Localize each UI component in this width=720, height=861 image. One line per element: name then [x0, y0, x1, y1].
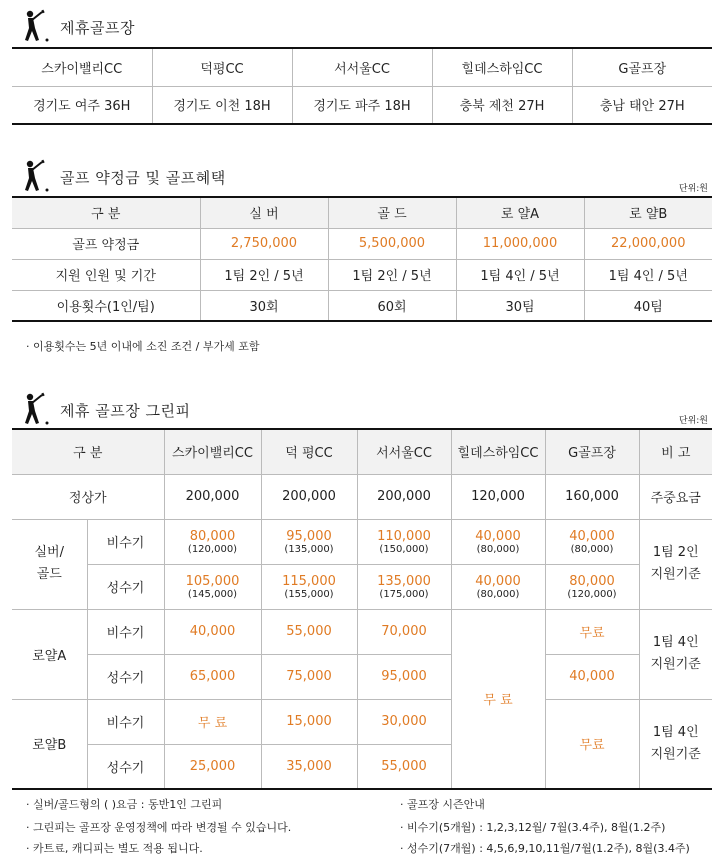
fee-value: 95,000	[286, 528, 332, 544]
fee-value: 135,000	[377, 573, 431, 589]
fee-value: 80,000	[189, 528, 236, 544]
royal-a-off-row	[12, 609, 712, 654]
header-cell: 로 얄B	[584, 197, 712, 228]
course-name: G골프장	[572, 48, 712, 86]
membership-table	[12, 196, 712, 322]
course-name-row	[12, 48, 712, 86]
section1-header	[20, 8, 135, 44]
hildesheim-free: 무 료	[451, 609, 545, 789]
fee-value: 65,000	[164, 654, 261, 699]
course-location: 경기도 이천 18H	[152, 86, 292, 124]
deposit-value: 2,750,000	[200, 228, 328, 259]
course-location-row	[12, 86, 712, 124]
support-value: 1팀 4인 / 5년	[456, 259, 584, 290]
season-label: 성수기	[87, 744, 164, 789]
row-label: 지원 인원 및 기간	[12, 259, 200, 290]
note-line1: 1팀 4인	[652, 724, 699, 740]
fee-value: 70,000	[357, 609, 451, 654]
silver-gold-note	[639, 519, 712, 609]
header-cell: 덕 평CC	[261, 429, 357, 474]
fee-companion: (175,000)	[379, 588, 429, 600]
usage-value: 40팀	[584, 290, 712, 321]
royal-b-note	[639, 699, 712, 789]
fee-companion: (150,000)	[379, 543, 429, 555]
usage-value: 30회	[200, 290, 328, 321]
fee-cell	[545, 564, 639, 609]
course-location: 경기도 파주 18H	[292, 86, 432, 124]
row-label: 골프 약정금	[12, 228, 200, 259]
course-name: 스카이밸리CC	[12, 48, 152, 86]
deposit-value: 5,500,000	[328, 228, 456, 259]
note-line1: 1팀 4인	[652, 635, 699, 650]
course-name: 힐데스하임CC	[432, 48, 572, 86]
regular-price: 200,000	[164, 474, 261, 519]
section3-header	[20, 391, 190, 427]
regular-price: 200,000	[261, 474, 357, 519]
course-location: 경기도 여주 36H	[33, 99, 131, 115]
fee-value: 40,000	[164, 609, 261, 654]
header-cell: 로 얄A	[456, 197, 584, 228]
fee-value: 75,000	[261, 654, 357, 699]
usage-value: 30팀	[456, 290, 584, 321]
royal-a-note	[639, 609, 712, 699]
royal-a-peak-row	[12, 654, 712, 699]
fee-value: 40,000	[475, 528, 521, 544]
fee-cell	[261, 564, 357, 609]
regular-price: 120,000	[451, 474, 545, 519]
silver-gold-label-line1: 실버/	[34, 545, 64, 560]
header-cell: G골프장	[545, 429, 639, 474]
fee-cell	[451, 519, 545, 564]
season-label: 비수기	[87, 519, 164, 564]
fee-companion: (80,000)	[476, 588, 520, 600]
section1-title: 제휴골프장	[60, 19, 135, 37]
fee-value: 105,000	[185, 573, 240, 589]
note-right-3: · 성수기(7개월) : 4,5,6,9,10,11월/7월(1.2주), 8월(3.4주)	[400, 842, 690, 855]
golfer-icon	[20, 8, 50, 44]
season-label: 비수기	[87, 699, 164, 744]
silver-gold-label	[12, 519, 87, 609]
fee-value: 무 료	[164, 699, 261, 744]
regular-price: 200,000	[357, 474, 451, 519]
fee-cell	[545, 519, 639, 564]
fee-cell	[164, 519, 261, 564]
note-left-1: · 실버/골드형의 ( )요금 : 동반1인 그린피	[26, 798, 223, 811]
silver-gold-peak-row	[12, 564, 712, 609]
note-left-2: · 그린피는 골프장 운영정책에 따라 변경될 수 있습니다.	[26, 821, 292, 834]
royal-a-label: 로얄A	[12, 609, 87, 699]
fee-value: 40,000	[569, 528, 615, 544]
greenfee-header-row	[12, 429, 712, 474]
fee-value: 115,000	[282, 573, 336, 589]
fee-cell	[164, 564, 261, 609]
regular-price: 160,000	[545, 474, 639, 519]
fee-value: 무료	[545, 609, 639, 654]
season-label: 비수기	[87, 609, 164, 654]
support-row	[12, 259, 712, 290]
fee-value: 110,000	[377, 528, 431, 544]
note-left-3: · 카트료, 캐디피는 별도 적용 됩니다.	[26, 842, 203, 855]
membership-header-row	[12, 197, 712, 228]
usage-note: · 이용횟수는 5년 이내에 소진 조건 / 부가세 포함	[26, 340, 260, 353]
fee-value: 40,000	[545, 654, 639, 699]
row-label: 이용횟수(1인/팀)	[12, 290, 200, 321]
fee-companion: (135,000)	[284, 543, 334, 555]
header-cell: 실 버	[200, 197, 328, 228]
regular-note: 주중요금	[639, 474, 712, 519]
section2-header	[20, 158, 226, 194]
silver-gold-label-line2: 골드	[36, 567, 62, 582]
header-cell: 골 드	[328, 197, 456, 228]
fee-value: 무료	[545, 699, 639, 789]
deposit-value: 22,000,000	[584, 228, 712, 259]
fee-companion: (80,000)	[476, 543, 520, 555]
fee-companion: (120,000)	[567, 588, 617, 600]
deposit-row	[12, 228, 712, 259]
course-location: 충북 제천 27H	[432, 86, 572, 124]
note-line1: 1팀 2인	[652, 545, 699, 560]
fee-companion: (120,000)	[187, 543, 238, 555]
fee-value: 95,000	[357, 654, 451, 699]
note-right-2: · 비수기(5개월) : 1,2,3,12월/ 7월(3.4주), 8월(1.2주)	[400, 821, 666, 834]
fee-value: 55,000	[357, 744, 451, 789]
header-cell: 스카이밸리CC	[164, 429, 261, 474]
partner-course-table	[12, 47, 712, 125]
fee-value: 80,000	[569, 573, 615, 589]
section2-title: 골프 약정금 및 골프혜택	[60, 169, 226, 187]
fee-companion: (145,000)	[187, 588, 238, 600]
fee-value: 25,000	[164, 744, 261, 789]
regular-price-row	[12, 474, 712, 519]
golfer-icon	[20, 158, 50, 194]
fee-value: 35,000	[261, 744, 357, 789]
royal-b-label: 로얄B	[12, 699, 87, 789]
fee-companion: (80,000)	[570, 543, 614, 555]
note-line2: 지원기준	[650, 746, 701, 762]
unit-label: 단위:원	[678, 184, 708, 194]
note-right-1: · 골프장 시즌안내	[400, 798, 485, 811]
fee-value: 15,000	[261, 699, 357, 744]
golfer-icon	[20, 391, 50, 427]
row-label: 정상가	[12, 474, 164, 519]
fee-cell	[357, 564, 451, 609]
course-name: 덕평CC	[152, 48, 292, 86]
support-value: 1팀 2인 / 5년	[328, 259, 456, 290]
greenfee-table	[12, 428, 712, 790]
section3-title: 제휴 골프장 그린피	[60, 402, 191, 420]
header-cell: 구 분	[12, 197, 200, 228]
fee-cell	[261, 519, 357, 564]
note-line2: 지원기준	[650, 567, 701, 582]
header-cell: 서서울CC	[357, 429, 451, 474]
fee-cell	[357, 519, 451, 564]
course-name: 서서울CC	[292, 48, 432, 86]
fee-value: 40,000	[475, 573, 521, 589]
fee-value: 30,000	[357, 699, 451, 744]
season-label: 성수기	[87, 654, 164, 699]
course-location: 충남 태안 27H	[572, 86, 712, 124]
fee-value: 55,000	[261, 609, 357, 654]
header-cell: 비 고	[639, 429, 712, 474]
support-value: 1팀 2인 / 5년	[200, 259, 328, 290]
silver-gold-off-row	[12, 519, 712, 564]
royal-b-off-row	[12, 699, 712, 744]
unit-label: 단위:원	[678, 416, 708, 426]
header-cell: 힐데스하임CC	[451, 429, 545, 474]
support-value: 1팀 4인 / 5년	[584, 259, 712, 290]
fee-cell	[451, 564, 545, 609]
header-cell: 구 분	[12, 429, 164, 474]
usage-row	[12, 290, 712, 321]
usage-value: 60회	[328, 290, 456, 321]
deposit-value: 11,000,000	[456, 228, 584, 259]
fee-companion: (155,000)	[284, 588, 334, 600]
season-label: 성수기	[87, 564, 164, 609]
note-line2: 지원기준	[650, 657, 701, 672]
